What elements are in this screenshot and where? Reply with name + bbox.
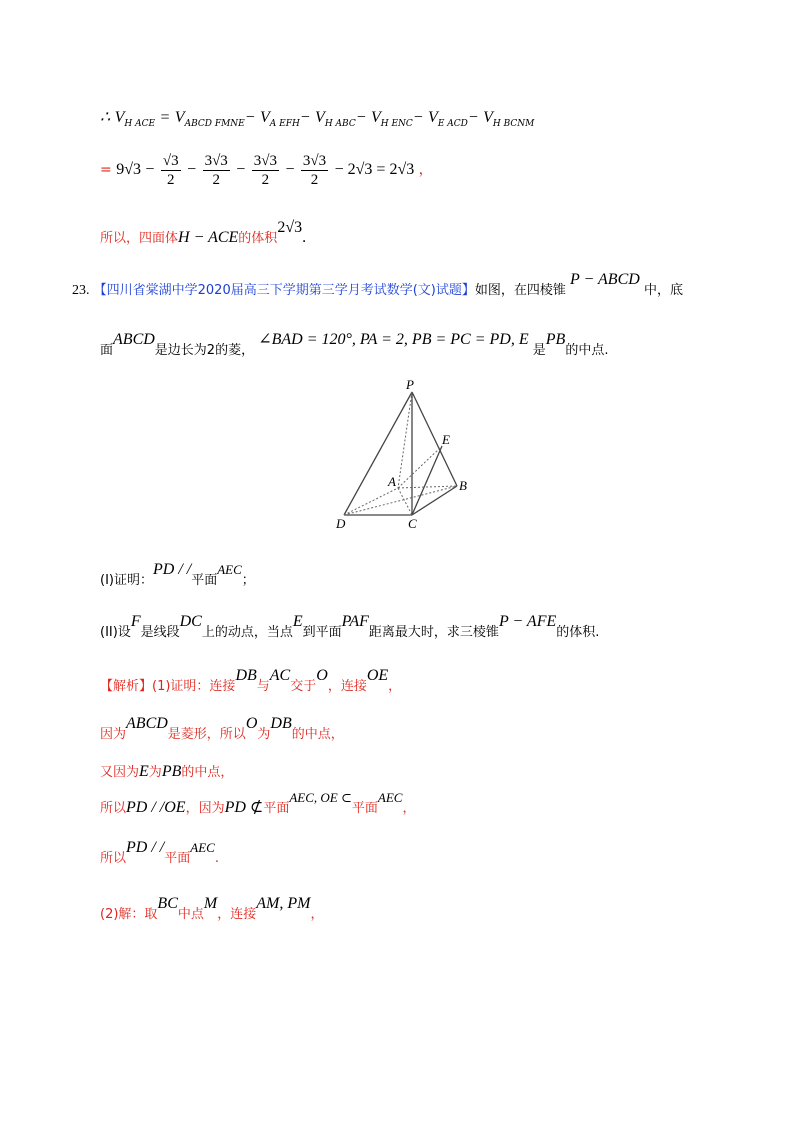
solution-text: 为 [257, 727, 271, 742]
numerator: 3√3 [253, 152, 277, 169]
solution-text: ，因为 [185, 801, 225, 816]
part-text: 的体积. [556, 625, 600, 640]
part-2 [100, 613, 600, 643]
solution-line-6 [100, 895, 324, 925]
segment-db: DB [235, 667, 257, 684]
calc-tail: − 2√3 = 2√3 [334, 161, 415, 178]
solution-text: 与 [256, 679, 270, 694]
part-label: (II)设 [100, 625, 131, 640]
problem-text: 的中点. [565, 343, 609, 358]
punctuation: . [214, 851, 219, 866]
parallel-statement: PD / /OE [126, 799, 186, 816]
pyramid-name: P − ABCD [570, 271, 640, 288]
equals-prefix: = [100, 162, 112, 178]
part-text: 到平面 [302, 625, 342, 640]
fraction [161, 152, 181, 189]
segment-bc: BC [157, 895, 178, 912]
edge-ac [398, 488, 412, 515]
solution-line-3 [100, 762, 233, 783]
solution-line-2 [100, 715, 344, 745]
solution-text: 为 [148, 765, 162, 780]
base-name: ABCD [113, 331, 155, 348]
volume-subscript: H BCNM [492, 119, 535, 129]
minus-sign: − [187, 161, 197, 178]
volume-decomposition [100, 108, 534, 134]
segment-pb: PB [161, 763, 182, 780]
punctuation: ； [241, 573, 255, 588]
conditions-math: ∠BAD = 120°, PA = 2, PB = PC = PD, E [258, 331, 529, 348]
minus-sign: − [412, 109, 424, 126]
solution-line-4 [100, 790, 416, 819]
point-f: F [130, 613, 141, 630]
rhombus-name: ABCD [126, 715, 168, 732]
volume-symbol: V [315, 109, 325, 126]
solution-text: 所以 [100, 851, 127, 866]
volume-value: 2√3 [277, 219, 303, 236]
equals-sign: = [159, 109, 171, 126]
calc-term: 9√3 [116, 161, 141, 178]
fraction [301, 152, 328, 189]
plane-word: 平面 [351, 801, 378, 816]
fraction [203, 152, 230, 189]
therefore-symbol: ∴ [100, 109, 111, 126]
denominator: 2 [310, 171, 319, 188]
minus-sign: − [145, 161, 155, 178]
volume-subscript: H ENC [380, 119, 413, 129]
solution-heading: 【解析】 [100, 679, 153, 694]
parallel-statement: PD / / [126, 839, 165, 856]
punctuation: ， [388, 679, 402, 694]
pyramid-figure [330, 380, 480, 530]
problem-text: 中，底 [643, 283, 683, 298]
segments-am-pm: AM, PM [256, 895, 311, 912]
minus-sign: − [236, 161, 246, 178]
plane-word: 平面 [164, 851, 191, 866]
point-o: O [245, 715, 258, 732]
solution-line-1 [100, 667, 402, 697]
punctuation: . [302, 229, 307, 246]
problem-source: 【四川省棠湖中学2020届高三下学期第三学月考试数学(文)试题】 [93, 283, 475, 298]
plane-name: AEC [217, 562, 242, 577]
solution-text: (2)解：取 [100, 907, 158, 922]
problem-conditions [100, 331, 609, 361]
volume-symbol: V [428, 109, 438, 126]
parallel-statement: PD / / [152, 561, 192, 578]
segment-dc: DC [179, 613, 202, 630]
problem-header [72, 271, 683, 301]
solution-text: 的中点， [291, 727, 344, 742]
volume-symbol: V [114, 109, 125, 126]
denominator: 2 [261, 171, 270, 188]
label-d: D [336, 516, 346, 530]
volume-subscript: H ABC [324, 119, 356, 129]
volume-calculation [100, 150, 433, 190]
point-e: E [292, 613, 303, 630]
minus-sign: − [285, 161, 295, 178]
volume-subscript: E ACD [437, 119, 468, 129]
label-a: A [388, 474, 396, 489]
solution-text: (1)证明：连接 [152, 679, 236, 694]
minus-sign: − [299, 109, 311, 126]
numerator: √3 [162, 152, 179, 169]
point-m: M [203, 895, 218, 912]
edge-db [344, 486, 457, 515]
label-b: B [459, 478, 467, 493]
plane-name: AEC [377, 790, 403, 805]
minus-sign: − [355, 109, 367, 126]
plane-paf: PAF [341, 613, 369, 630]
plane-word: 平面 [263, 801, 290, 816]
problem-number: 23. [72, 283, 90, 298]
not-subset-statement: PD ⊄ [224, 799, 264, 816]
volume-symbol: V [174, 109, 185, 126]
plane-word: 平面 [191, 573, 218, 588]
point-o: O [316, 667, 328, 684]
volume-symbol: V [259, 109, 270, 126]
denominator: 2 [212, 171, 220, 188]
segment-db: DB [270, 715, 292, 732]
volume-symbol: V [483, 109, 493, 126]
solution-text: 是菱形，所以 [167, 727, 246, 742]
part-text: 距离最大时，求三棱锥 [368, 625, 499, 640]
part-label: (I)证明： [100, 573, 153, 588]
tetrahedron-name: H − ACE [178, 229, 239, 246]
edge-ab [398, 486, 457, 488]
solution-text: 所以 [100, 801, 127, 816]
label-p: P [406, 380, 414, 392]
solution-text: 中点 [177, 907, 204, 922]
solution-line-5 [100, 839, 219, 869]
volume-subscript: A EFH [269, 119, 300, 129]
volume-subscript: H ACE [124, 119, 156, 129]
problem-text: 是边长为2的菱， [154, 343, 255, 358]
solution-text: ，连接 [217, 907, 257, 922]
solution-text: 的中点， [181, 765, 234, 780]
fraction [252, 152, 279, 189]
part-text: 上的动点，当点 [201, 625, 293, 640]
numerator: 3√3 [204, 152, 228, 169]
segment-ac: AC [269, 667, 291, 684]
solution-text: ，连接 [327, 679, 367, 694]
solution-text: 因为 [100, 727, 127, 742]
edge-pa [398, 392, 412, 488]
conclusion-text: 所以，四面体 [100, 231, 179, 246]
edge-pb [412, 392, 457, 486]
minus-sign: − [244, 109, 256, 126]
problem-text: 是 [532, 343, 546, 358]
edge-ae [398, 446, 442, 488]
label-c: C [408, 516, 417, 530]
conclusion-text: 的体积 [238, 231, 278, 246]
volume-symbol: V [370, 109, 381, 126]
plane-name: AEC [190, 840, 215, 855]
punctuation: ， [310, 907, 324, 922]
denominator: 2 [167, 171, 175, 188]
minus-sign: − [467, 109, 479, 126]
conclusion-line [100, 219, 307, 249]
segment-oe: OE [366, 667, 389, 684]
segment-pb: PB [545, 331, 566, 348]
punctuation: ， [418, 162, 433, 178]
numerator: 3√3 [302, 152, 327, 169]
edge-pd [344, 392, 412, 515]
point-e: E [139, 763, 149, 780]
volume-subscript: ABCD FMNE [184, 119, 245, 129]
punctuation: ， [402, 801, 416, 816]
subset-statement: AEC, OE ⊂ [289, 790, 352, 805]
solution-text: 交于 [290, 679, 317, 694]
problem-text: 如图，在四棱锥 [474, 283, 566, 298]
part-text: 是线段 [140, 625, 180, 640]
tetrahedron-p-afe: P − AFE [498, 613, 557, 630]
part-1 [100, 561, 255, 591]
solution-text: 又因为 [100, 765, 140, 780]
label-e: E [442, 432, 450, 447]
problem-text: 面 [100, 343, 114, 358]
